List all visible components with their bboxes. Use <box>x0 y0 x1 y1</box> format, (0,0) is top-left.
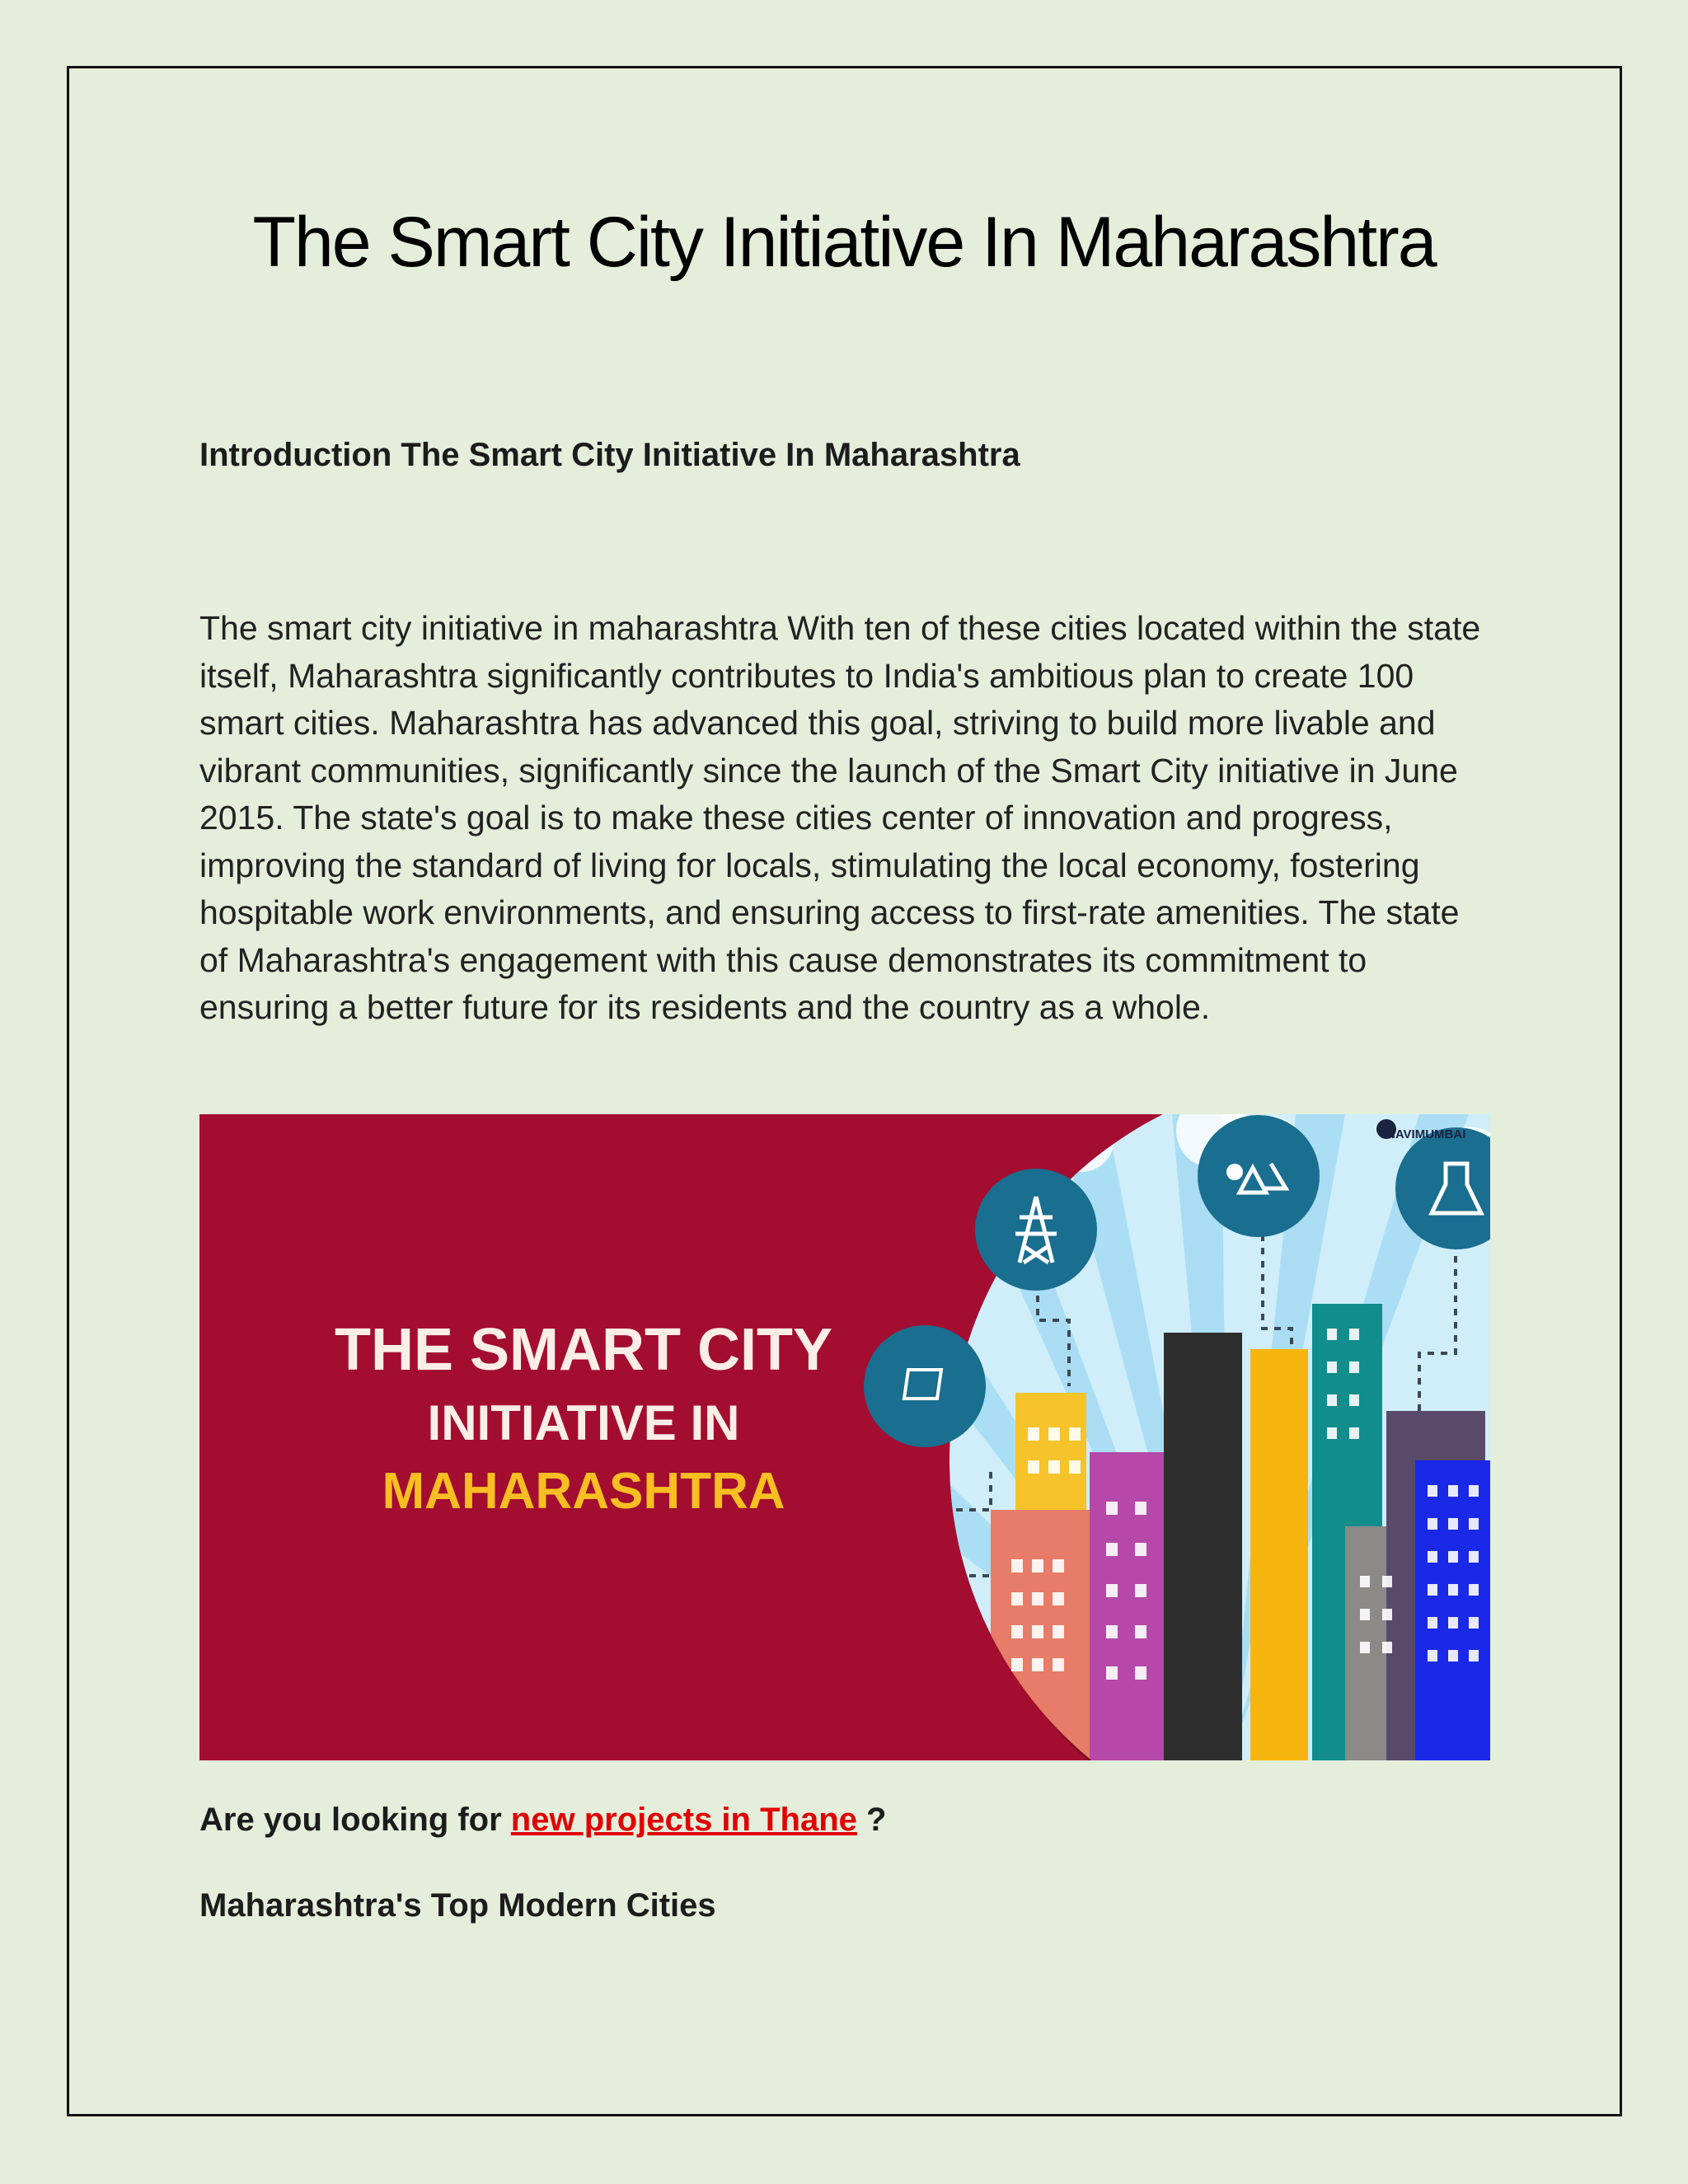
cta-suffix: ? <box>856 1802 887 1838</box>
page-title: The Smart City Initiative In Maharashtra <box>252 203 1436 282</box>
hero-text-line-3: MAHARASHTRA <box>382 1463 785 1520</box>
recycle-icon <box>1198 1115 1320 1237</box>
hero-image <box>199 1114 1490 1760</box>
cta-line <box>199 1802 886 1839</box>
hero-text-line-1: THE SMART CITY <box>335 1317 832 1383</box>
navimumbai-logo: NAVIMUMBAI <box>1386 1127 1466 1141</box>
intro-heading: Introduction The Smart City Initiative In Maharashtra <box>199 437 1020 473</box>
power-tower-icon <box>975 1169 1097 1291</box>
hero-text-line-2: INITIATIVE IN <box>427 1395 740 1451</box>
intro-paragraph: The smart city initiative in maharashtra With ten of these cities located within the state itself, Maharashtra significantly contributes to India's ambitious plan to create 100 smart cities. Maharashtra has advanced this goal, striving to build more livable and vibrant communities, significantly since the launch of the Smart City initiative in June 2015. The state's goal is to make these cities center of innovation and progress, improving the standard of living for locals, stimulating the local economy, fostering hospitable work environments, and ensuring access to first-rate amenities. The state of Maharashtra's engagement with this cause demonstrates its commitment to ensuring a better future for its residents and the country as a whole. <box>199 609 1481 1026</box>
cta-prefix: Are you looking for <box>199 1802 511 1838</box>
new-projects-thane-link[interactable]: new projects in Thane <box>510 1802 857 1838</box>
top-cities-heading: Maharashtra's Top Modern Cities <box>199 1887 716 1924</box>
